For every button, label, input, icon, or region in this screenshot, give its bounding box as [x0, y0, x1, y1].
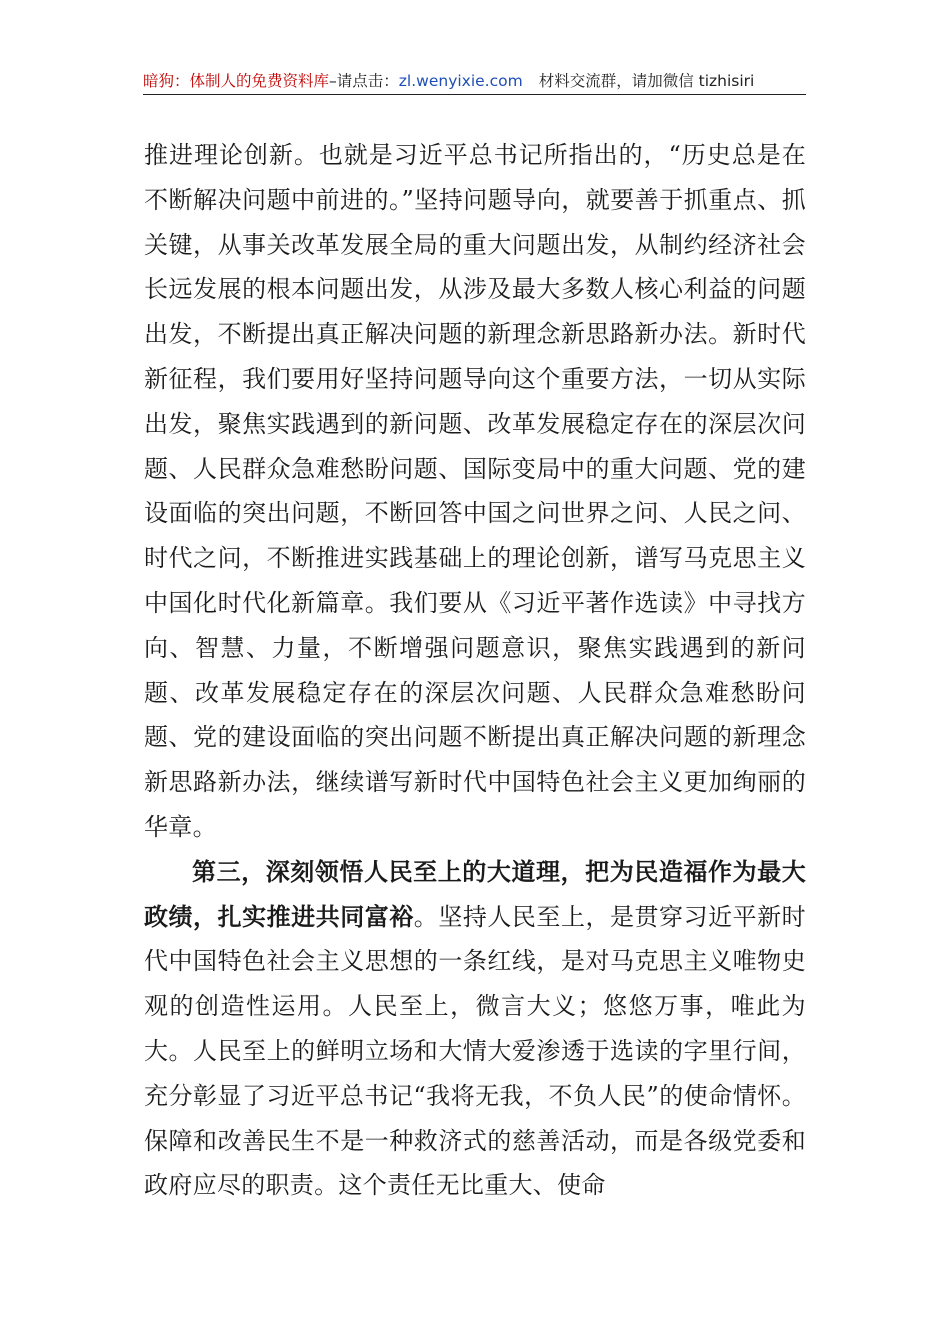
paragraph-2-body: 。坚持人民至上，是贯穿习近平新时代中国特色社会主义思想的一条红线，是对马克思主义唯物史观的创造性运用。人民至上，微言大义；悠悠万事，唯此为大。人民至上的鲜明立场和大情大爱渗透于选读的字里行间，充分彰显了习近平总书记“我将无我，不负人民”的使命情怀。保障和改善民生不是一种救济式的慈善活动，而是各级党委和政府应尽的职责。这个责任无比重大、使命 — [144, 902, 806, 1200]
document-body — [144, 133, 806, 1208]
site-url-link[interactable]: zl.wenyixie.com — [398, 72, 523, 90]
header-divider — [143, 94, 806, 95]
page-header — [143, 68, 806, 94]
wechat-contact-text: 材料交流群，请加微信 tizhisiri — [538, 72, 755, 90]
paragraph-2 — [144, 850, 806, 1208]
click-prompt: –请点击： — [329, 72, 399, 90]
paragraph-2-lead: 第三，深刻领悟人民至上的大道理，把为民造福作为最大政绩，扎实推进共同富裕 — [144, 857, 806, 931]
site-name: 暗狗：体制人的免费资料库 — [143, 72, 330, 90]
paragraph-1: 推进理论创新。也就是习近平总书记所指出的，“历史总是在不断解决问题中前进的。”坚持问题导向，就要善于抓重点、抓关键，从事关改革发展全局的重大问题出发，从制约经济社会长远发展的根本问题出发，从涉及最大多数人核心利益的问题出发，不断提出真正解决问题的新理念新思路新办法。新时代新征程，我们要用好坚持问题导向这个重要方法，一切从实际出发，聚焦实践遇到的新问题、改革发展稳定存在的深层次问题、人民群众急难愁盼问题、国际变局中的重大问题、党的建设面临的突出问题，不断回答中国之问世界之问、人民之问、时代之问，不断推进实践基础上的理论创新，谱写马克思主义中国化时代化新篇章。我们要从《习近平著作选读》中寻找方向、智慧、力量，不断增强问题意识，聚焦实践遇到的新问题、改革发展稳定存在的深层次问题、人民群众急难愁盼问题、党的建设面临的突出问题不断提出真正解决问题的新理念新思路新办法，继续谱写新时代中国特色社会主义更加绚丽的华章。 — [144, 141, 806, 841]
